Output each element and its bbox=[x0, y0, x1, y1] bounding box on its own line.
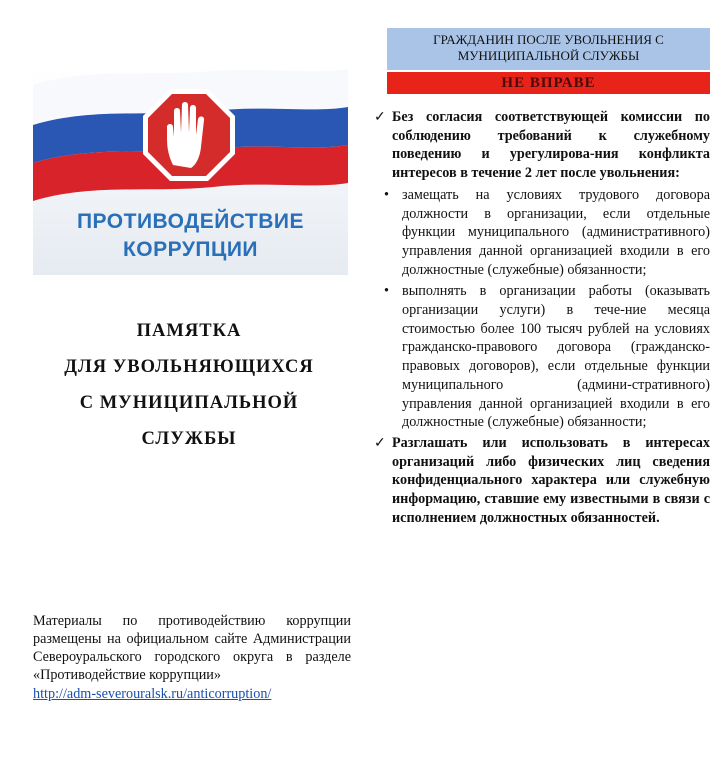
subitem-text: выполнять в организации работы (оказывать организации услуги) в тече-ние месяца стоимостью более 100 тысяч рублей на условиях гражданско-правового договора (гражданско-правовых договоров), если отдельные функции муниципального (админи-стративного) управления данной организацией входили в его должностные (служебные) обязанности; bbox=[402, 283, 710, 431]
subitem-text: замещать на условиях трудового договора должности в организации, если отдельные функции муниципального (административного) управления данной организацией входили в его должностные (служебные) обязанности; bbox=[402, 186, 710, 278]
title-line3: С МУНИЦИПАЛЬНОЙ bbox=[79, 393, 299, 413]
list-subitem bbox=[374, 186, 710, 280]
checkmark-icon: ✓ bbox=[374, 434, 386, 451]
banner-title-line1: ПРОТИВОДЕЙСТВИЕ bbox=[76, 210, 305, 233]
bullet-icon: • bbox=[384, 186, 389, 203]
footer-note bbox=[33, 612, 351, 703]
page-title bbox=[30, 313, 348, 457]
list-subitem bbox=[374, 282, 710, 432]
title-line2: ДЛЯ УВОЛЬНЯЮЩИХСЯ bbox=[64, 357, 314, 377]
footer-link[interactable]: http://adm-severouralsk.ru/anticorruption/ bbox=[33, 686, 272, 702]
restrictions-list bbox=[374, 108, 710, 527]
checkmark-icon: ✓ bbox=[374, 109, 386, 125]
bullet-icon: • bbox=[384, 283, 389, 300]
header-line2: МУНИЦИПАЛЬНОЙ СЛУЖБЫ bbox=[457, 48, 640, 63]
anticorruption-banner bbox=[33, 67, 348, 275]
right-panel bbox=[370, 0, 719, 768]
list-item bbox=[374, 108, 710, 183]
title-line1: ПАМЯТКА bbox=[136, 321, 242, 341]
item-text: Без согласия соответствующей комиссии по соблюдению требований к служебному поведению и урегулирова-ния конфликта интересов в течение 2 лет после увольнения: bbox=[392, 109, 710, 182]
list-item bbox=[374, 434, 710, 528]
title-line4: СЛУЖБЫ bbox=[141, 429, 237, 449]
item-text: Разглашать или использовать в интересах организаций либо физических лиц сведения конфиденциального характера или служебную информацию, ставшие ему известными в связи с исполнением должностных обязанностей. bbox=[392, 434, 710, 526]
header-line1: ГРАЖДАНИН ПОСЛЕ УВОЛЬНЕНИЯ С bbox=[433, 32, 664, 47]
banner-title-line2: КОРРУПЦИИ bbox=[122, 238, 259, 261]
section-header bbox=[387, 28, 710, 70]
footer-text: Материалы по противодействию коррупции размещены на официальном сайте Администрации Североуральского городского округа в разделе «Противодействие коррупции» bbox=[33, 613, 351, 683]
header-red-banner: НЕ ВПРАВЕ bbox=[387, 72, 710, 94]
stop-hand-icon bbox=[143, 89, 235, 181]
